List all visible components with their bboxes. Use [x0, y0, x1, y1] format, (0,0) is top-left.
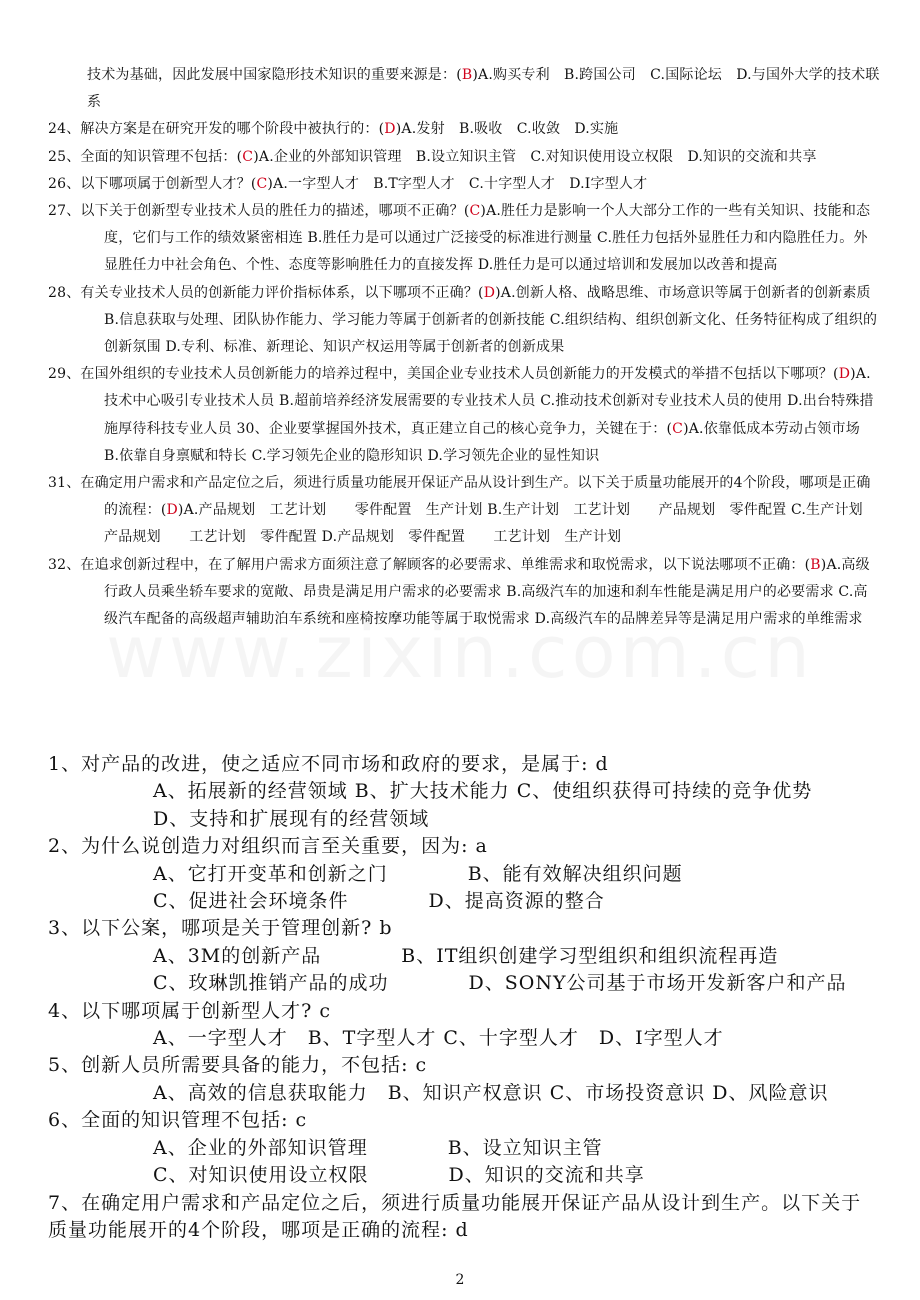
question-32: 32、在追求创新过程中，在了解用户需求方面须注意了解顾客的必要需求、单维需求和取悦需求，以下说法哪项不正确：(B)A.高级行政人员乘坐轿车要求的宽敞、昂贵是满足用户需求的必要需求 B.高级汽车的加速和刹车性能是满足用户的必要需求 C.高级汽车配备的高级超声辅助泊车系统和座椅按摩功能等属于取悦需求 D.高级汽车的品牌差异等是满足用户需求的单维需求 — [48, 556, 870, 628]
question-24: 24、解决方案是在研究开发的哪个阶段中被执行的：(D)A.发射 B.吸收 C.收敛 D.实施 — [48, 121, 619, 138]
page-number: 2 — [455, 1272, 465, 1288]
answer-mark: B — [810, 556, 821, 573]
question-1-options-a: A、拓展新的经营领域 B、扩大技术能力 C、使组织获得可持续的竞争优势 — [153, 780, 813, 803]
question-1-options-b: D、支持和扩展现有的经营领域 — [153, 807, 430, 830]
question-25: 25、全面的知识管理不包括：(C)A.企业的外部知识管理 B.设立知识主管 C.对知识使用设立权限 D.知识的交流和共享 — [48, 148, 817, 165]
question-7-stem: 7、在确定用户需求和产品定位之后，须进行质量功能展开保证产品从设计到生产。以下关于质量功能展开的4个阶段，哪项是正确的流程: d — [48, 1191, 862, 1241]
question-3-options-a: A、3M的创新产品 B、IT组织创建学习型组织和组织流程再造 — [153, 944, 779, 967]
answer-mark: C — [672, 420, 684, 437]
answer-mark: D — [838, 366, 851, 383]
question-1-stem: 1、对产品的改进，使之适应不同市场和政府的要求，是属于: d — [48, 753, 609, 775]
question-5-options: A、高效的信息获取能力 B、知识产权意识 C、市场投资意识 D、风险意识 — [153, 1081, 829, 1104]
question-2-options-b: C、促进社会环境条件 D、提高资源的整合 — [153, 890, 605, 913]
question-31: 31、在确定用户需求和产品定位之后，须进行质量功能展开保证产品从设计到生产。以下关于质量功能展开的4个阶段，哪项是正确的流程：(D)A.产品规划 工艺计划 零件配置 生产计划 B.生产计划 工艺计划 产品规划 零件配置 C.生产计划 产品规划 工艺计划 零件配置 D.产品规划 零件配置 工艺计划 生产计划 — [48, 475, 878, 546]
question-6-options-a: A、企业的外部知识管理 B、设立知识主管 — [153, 1136, 603, 1159]
question-4-stem: 4、以下哪项属于创新型人才? c — [48, 999, 331, 1022]
answer-mark: C — [469, 203, 481, 220]
answer-mark: D — [166, 502, 178, 519]
answer-mark: B — [461, 67, 473, 83]
question-28: 28、有关专业技术人员的创新能力评价指标体系，以下哪项不正确？(D)A.创新人格、战略思维、市场意识等属于创新者的创新素质 B.信息获取与处理、团队协作能力、学习能力等属于创新者的创新技能 C.组织结构、组织创新文化、任务特征构成了组织的创新氛围 D.专利、标准、新理论、知识产权运用等属于创新者的创新成果 — [48, 284, 878, 356]
question-4-options: A、一字型人才 B、T字型人才 C、十字型人才 D、I字型人才 — [153, 1027, 724, 1050]
question-section-large — [0, 751, 920, 1244]
answer-mark: D — [384, 121, 396, 138]
answer-mark: C — [242, 148, 254, 165]
question-23-continued: 技术为基础，因此发展中国家隐形技术知识的重要来源是：(B)A.购买专利 B.跨国公司 C.国际论坛 D.与国外大学的技术联系 — [87, 67, 880, 111]
question-6-options-b: C、对知识使用设立权限 D、知识的交流和共享 — [153, 1164, 645, 1187]
answer-mark: C — [256, 175, 268, 192]
question-2-stem: 2、为什么说创造力对组织而言至关重要，因为: a — [48, 835, 488, 858]
answer-mark: D — [483, 284, 496, 301]
question-27: 27、以下关于创新型专业技术人员的胜任力的描述，哪项不正确？(C)A.胜任力是影响一个人大部分工作的一些有关知识、技能和态度，它们与工作的绩效紧密相连 B.胜任力是可以通过广泛接受的标准进行测量 C.胜任力包括外显胜任力和内隐胜任力。外显胜任力中社会角色、个性、态度等影响胜任力的直接发挥 D.胜任力是可以通过培训和发展加以改善和提高 — [48, 203, 871, 274]
question-26: 26、以下哪项属于创新型人才？(C)A.一字型人才 B.T字型人才 C.十字型人才 D.I字型人才 — [48, 175, 648, 192]
question-6-stem: 6、全面的知识管理不包括: c — [48, 1109, 308, 1132]
question-2-options-a: A、它打开变革和创新之门 B、能有效解决组织问题 — [153, 862, 683, 885]
question-section-small — [0, 62, 920, 633]
question-5-stem: 5、创新人员所需要具备的能力，不包括: c — [48, 1054, 428, 1077]
question-3-stem: 3、以下公案，哪项是关于管理创新? b — [48, 917, 393, 940]
question-3-options-b: C、玫琳凯推销产品的成功 D、SONY公司基于市场开发新客户和产品 — [153, 972, 847, 995]
question-29-30: 29、在国外组织的专业技术人员创新能力的培养过程中，美国企业专业技术人员创新能力的开发模式的举措不包括以下哪项？(D)A.技术中心吸引专业技术人员 B.超前培养经济发展需要的专业技术人员 C.推动技术创新对专业技术人员的使用 D.出台特殊措施厚待科技专业人员 30、企业要掌握国外技术，真正建立自己的核心竞争力，关键在于：(C)A.依靠低成本劳动占领市场 B.依靠自身禀赋和特长 C.学习领先企业的隐形知识 D.学习领先企业的显性知识 — [48, 366, 874, 464]
